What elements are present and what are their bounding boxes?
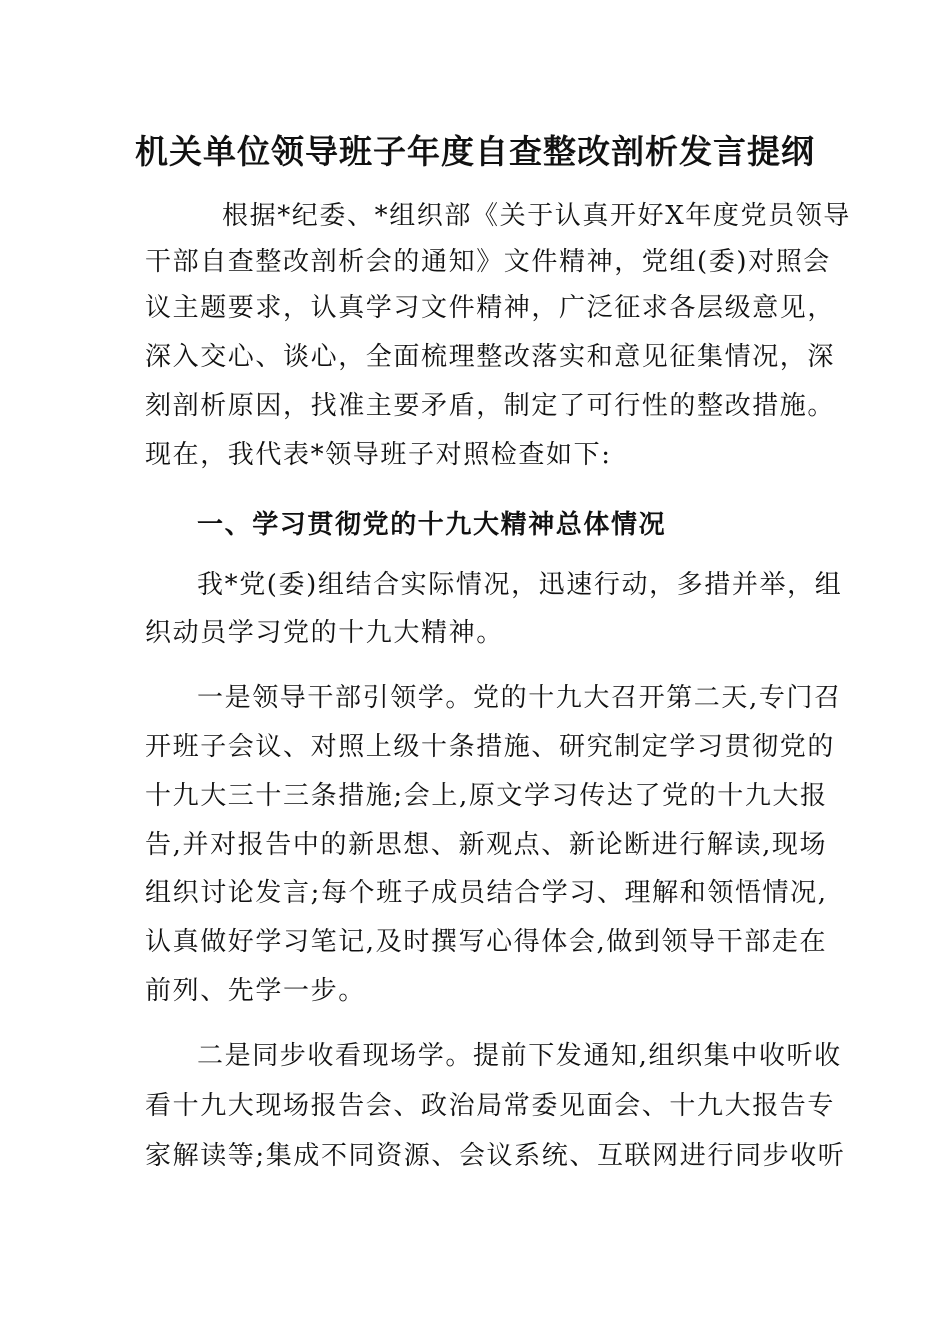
section-heading-1: 一、学习贯彻党的十九大精神总体情况 xyxy=(197,510,667,540)
paragraph-3-line-1: 一是领导干部引领学。党的十九大召开第二天,专门召 xyxy=(197,683,842,713)
paragraph-3-line-4: 告,并对报告中的新思想、新观点、新论断进行解读,现场 xyxy=(145,830,828,860)
paragraph-3-line-7: 前列、先学一步。 xyxy=(145,976,366,1006)
paragraph-1-line-4: 深入交心、谈心，全面梳理整改落实和意见征集情况，深 xyxy=(145,342,836,372)
paragraph-1-line-6: 现在，我代表*领导班子对照检查如下: xyxy=(145,440,612,470)
paragraph-2-line-2: 织动员学习党的十九大精神。 xyxy=(145,618,504,648)
paragraph-4-line-3: 家解读等;集成不同资源、会议系统、互联网进行同步收听 xyxy=(145,1141,846,1171)
paragraph-3-line-6: 认真做好学习笔记,及时撰写心得体会,做到领导干部走在 xyxy=(145,927,828,957)
paragraph-3-line-5: 组织讨论发言;每个班子成员结合学习、理解和领悟情况, xyxy=(145,878,828,908)
paragraph-2-line-1: 我*党(委)组结合实际情况，迅速行动，多措并举，组 xyxy=(197,570,843,600)
paragraph-3-line-3: 十九大三十三条措施;会上,原文学习传达了党的十九大报 xyxy=(145,781,828,811)
paragraph-4-line-2: 看十九大现场报告会、政治局常委见面会、十九大报告专 xyxy=(145,1091,836,1121)
paragraph-4-line-1: 二是同步收看现场学。提前下发通知,组织集中收听收 xyxy=(197,1041,842,1071)
paragraph-1-line-2: 干部自查整改剖析会的通知》文件精神，党组(委)对照会 xyxy=(145,247,831,277)
paragraph-1-line-1: 根据*纪委、*组织部《关于认真开好X年度党员领导 xyxy=(222,201,851,231)
paragraph-1-line-5: 刻剖析原因，找准主要矛盾，制定了可行性的整改措施。 xyxy=(145,391,836,421)
paragraph-1-line-3: 议主题要求，认真学习文件精神，广泛征求各层级意见， xyxy=(145,293,836,323)
paragraph-3-line-2: 开班子会议、对照上级十条措施、研究制定学习贯彻党的 xyxy=(145,732,836,762)
document-title: 机关单位领导班子年度自查整改剖析发言提纲 xyxy=(135,132,815,171)
